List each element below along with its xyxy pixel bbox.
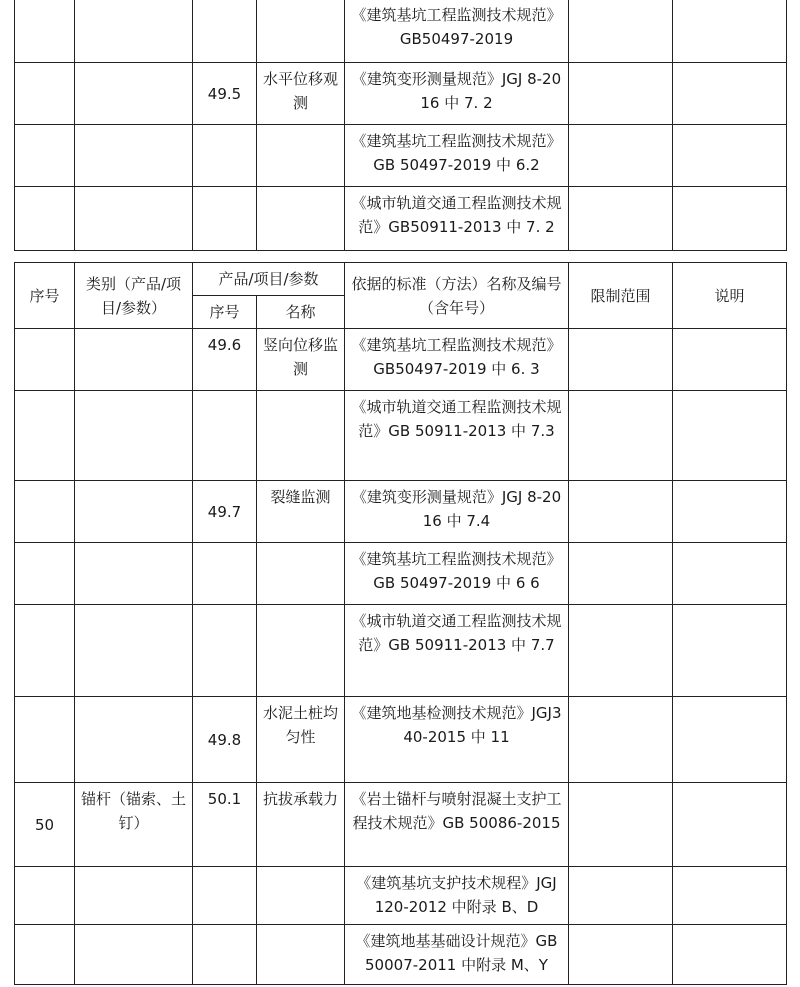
item-name-cell [257,187,345,251]
limit-cell [569,187,673,251]
item-name-cell [257,391,345,481]
table-row [15,697,787,783]
note-cell [673,125,787,187]
standard-cell: 《城市轨道交通工程监测技术规范》GB 50911-2013 中 7.7 [345,605,569,697]
standard-cell: 《建筑基坑工程监测技术规范》GB50497-2019 [345,0,569,63]
item-no-cell [193,125,257,187]
item-no-cell [193,187,257,251]
item-no-cell: 49.5 [193,63,257,125]
standard-cell: 《建筑基坑工程监测技术规范》GB 50497-2019 中 6.2 [345,125,569,187]
item-name-cell [257,867,345,925]
header-sub-seq: 序号 [193,296,257,329]
seq-cell: 50 [15,783,75,867]
seq-cell [15,481,75,543]
standard-cell: 《建筑地基基础设计规范》GB50007-2011 中附录 M、Y [345,925,569,985]
note-cell [673,867,787,925]
category-cell [75,187,193,251]
category-cell [75,63,193,125]
seq-cell [15,0,75,63]
table-row [15,925,787,985]
standard-cell: 《建筑变形测量规范》JGJ 8-2016 中 7.4 [345,481,569,543]
seq-cell [15,63,75,125]
note-cell [673,605,787,697]
standard-cell: 《建筑地基检测技术规范》JGJ340-2015 中 11 [345,697,569,783]
item-no-cell: 49.7 [193,481,257,543]
item-name-cell: 竖向位移监测 [257,329,345,391]
seq-cell [15,187,75,251]
limit-cell [569,0,673,63]
standard-cell: 《城市轨道交通工程监测技术规范》GB50911-2013 中 7. 2 [345,187,569,251]
item-no-cell [193,543,257,605]
limit-cell [569,481,673,543]
table-row [15,543,787,605]
item-no-cell: 49.6 [193,329,257,391]
limit-cell [569,783,673,867]
seq-cell [15,605,75,697]
seq-cell [15,697,75,783]
category-cell: 锚杆（锚索、土钉） [75,783,193,867]
note-cell [673,783,787,867]
limit-cell [569,925,673,985]
seq-cell [15,925,75,985]
category-cell [75,481,193,543]
item-name-cell [257,543,345,605]
item-name-cell: 裂缝监测 [257,481,345,543]
header-limit: 限制范围 [569,263,673,329]
item-name-cell: 水泥土桩均匀性 [257,697,345,783]
item-name-cell [257,125,345,187]
category-cell [75,697,193,783]
note-cell [673,481,787,543]
seq-cell [15,543,75,605]
category-cell [75,605,193,697]
table-row [15,391,787,481]
standard-cell: 《岩土锚杆与喷射混凝土支护工程技术规范》GB 50086-2015 [345,783,569,867]
limit-cell [569,867,673,925]
table-row [15,783,787,867]
note-cell [673,63,787,125]
seq-cell [15,125,75,187]
standards-table-top [14,0,787,251]
standard-cell: 《建筑基坑工程监测技术规范》GB 50497-2019 中 6 6 [345,543,569,605]
header-item-group: 产品/项目/参数 [193,263,345,296]
category-cell [75,925,193,985]
table-row [15,125,787,187]
table-row [15,0,787,63]
category-cell [75,391,193,481]
table-row [15,867,787,925]
note-cell [673,0,787,63]
limit-cell [569,697,673,783]
item-no-cell [193,925,257,985]
table-row [15,329,787,391]
note-cell [673,543,787,605]
limit-cell [569,543,673,605]
header-row [15,263,787,296]
standard-cell: 《建筑基坑工程监测技术规范》GB50497-2019 中 6. 3 [345,329,569,391]
standard-cell: 《城市轨道交通工程监测技术规范》GB 50911-2013 中 7.3 [345,391,569,481]
item-name-cell [257,925,345,985]
limit-cell [569,391,673,481]
category-cell [75,0,193,63]
standard-cell: 《建筑变形测量规范》JGJ 8-2016 中 7. 2 [345,63,569,125]
table-row [15,481,787,543]
item-name-cell: 水平位移观测 [257,63,345,125]
note-cell [673,187,787,251]
item-name-cell: 抗拔承载力 [257,783,345,867]
seq-cell [15,391,75,481]
table-row [15,187,787,251]
item-no-cell: 49.8 [193,697,257,783]
header-category: 类别（产品/项目/参数） [75,263,193,329]
header-sub-name: 名称 [257,296,345,329]
item-no-cell: 50.1 [193,783,257,867]
item-name-cell [257,605,345,697]
limit-cell [569,605,673,697]
limit-cell [569,329,673,391]
category-cell [75,125,193,187]
item-no-cell [193,605,257,697]
limit-cell [569,63,673,125]
seq-cell [15,867,75,925]
item-name-cell [257,0,345,63]
table-row [15,605,787,697]
table-row [15,63,787,125]
header-note: 说明 [673,263,787,329]
note-cell [673,925,787,985]
note-cell [673,697,787,783]
header-standard: 依据的标准（方法）名称及编号（含年号） [345,263,569,329]
standards-table-main [14,262,787,985]
category-cell [75,329,193,391]
seq-cell [15,329,75,391]
standard-cell: 《建筑基坑支护技术规程》JGJ 120-2012 中附录 B、D [345,867,569,925]
note-cell [673,329,787,391]
category-cell [75,543,193,605]
note-cell [673,391,787,481]
item-no-cell [193,867,257,925]
header-seq: 序号 [15,263,75,329]
category-cell [75,867,193,925]
item-no-cell [193,391,257,481]
limit-cell [569,125,673,187]
item-no-cell [193,0,257,63]
